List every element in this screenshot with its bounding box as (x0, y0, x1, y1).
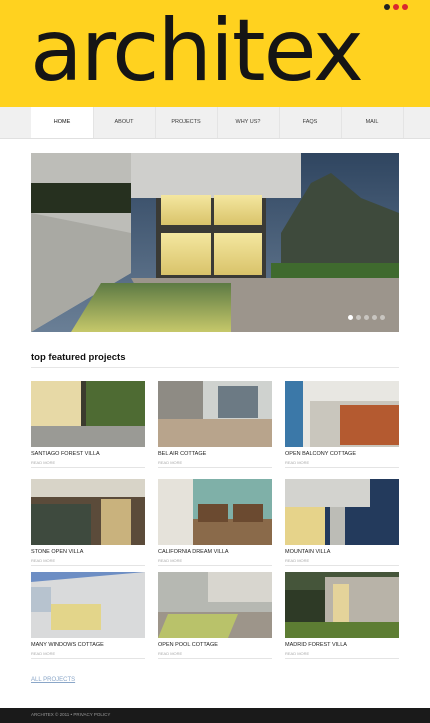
card-divider (285, 565, 399, 566)
card-divider (31, 658, 145, 659)
project-card (158, 572, 272, 659)
slider-dot-4[interactable] (372, 315, 377, 320)
dot-3[interactable] (402, 4, 408, 10)
dot-1[interactable] (384, 4, 390, 10)
project-title[interactable]: OPEN POOL COTTAGE (158, 642, 218, 648)
slider-pagination (348, 315, 385, 320)
project-card (285, 572, 399, 659)
project-card (31, 381, 145, 468)
read-more-link[interactable]: READ MORE (285, 460, 310, 465)
slider-dot-2[interactable] (356, 315, 361, 320)
nav-item-why-us[interactable]: WHY US? (217, 107, 280, 138)
project-card (285, 381, 399, 468)
project-card (158, 479, 272, 566)
project-thumbnail[interactable] (31, 479, 145, 545)
hero-slider[interactable] (31, 153, 399, 332)
nav-item-projects[interactable]: PROJECTS (155, 107, 218, 138)
slider-dot-3[interactable] (364, 315, 369, 320)
read-more-link[interactable]: READ MORE (31, 558, 56, 563)
all-projects-link[interactable]: ALL PROJECTS (31, 677, 76, 683)
project-card (158, 381, 272, 468)
read-more-link[interactable]: READ MORE (285, 558, 310, 563)
card-divider (31, 565, 145, 566)
site-header (0, 0, 430, 107)
read-more-link[interactable]: READ MORE (31, 460, 56, 465)
card-divider (31, 467, 145, 468)
section-divider (31, 367, 399, 368)
card-divider (285, 467, 399, 468)
project-title[interactable]: BEL AIR COTTAGE (158, 451, 207, 457)
site-footer (0, 708, 430, 723)
project-title[interactable]: MANY WINDOWS COTTAGE (31, 642, 104, 648)
project-thumbnail[interactable] (31, 381, 145, 447)
project-title[interactable]: SANTIAGO FOREST VILLA (31, 451, 100, 457)
nav-item-faqs[interactable]: FAQS (279, 107, 342, 138)
read-more-link[interactable]: READ MORE (31, 651, 56, 656)
nav-item-mail[interactable]: MAIL (341, 107, 404, 138)
project-thumbnail[interactable] (285, 479, 399, 545)
project-thumbnail[interactable] (285, 572, 399, 638)
card-divider (158, 467, 272, 468)
project-thumbnail[interactable] (31, 572, 145, 638)
project-thumbnail[interactable] (158, 479, 272, 545)
footer-text[interactable]: ARCHITEX © 2011 • PRIVACY POLICY (31, 712, 111, 717)
read-more-link[interactable]: READ MORE (285, 651, 310, 656)
main-nav (0, 107, 430, 139)
project-card (285, 479, 399, 566)
nav-item-about[interactable]: ABOUT (93, 107, 156, 138)
project-title[interactable]: CALIFORNIA DREAM VILLA (158, 549, 229, 555)
nav-item-home[interactable]: HOME (31, 107, 94, 138)
card-divider (285, 658, 399, 659)
dot-2[interactable] (393, 4, 399, 10)
project-title[interactable]: MOUNTAIN VILLA (285, 549, 331, 555)
project-thumbnail[interactable] (158, 572, 272, 638)
section-title: top featured projects (31, 352, 126, 363)
read-more-link[interactable]: READ MORE (158, 460, 183, 465)
slider-dot-1[interactable] (348, 315, 353, 320)
project-card (31, 479, 145, 566)
site-logo[interactable]: architex (30, 1, 362, 101)
read-more-link[interactable]: READ MORE (158, 558, 183, 563)
card-divider (158, 658, 272, 659)
hero-slide-image (31, 153, 399, 332)
read-more-link[interactable]: READ MORE (158, 651, 183, 656)
project-thumbnail[interactable] (285, 381, 399, 447)
slider-dot-5[interactable] (380, 315, 385, 320)
project-title[interactable]: OPEN BALCONY COTTAGE (285, 451, 357, 457)
card-divider (158, 565, 272, 566)
project-title[interactable]: STONE OPEN VILLA (31, 549, 84, 555)
project-card (31, 572, 145, 659)
project-thumbnail[interactable] (158, 381, 272, 447)
header-color-dots (384, 4, 408, 10)
project-title[interactable]: MADRID FOREST VILLA (285, 642, 347, 648)
